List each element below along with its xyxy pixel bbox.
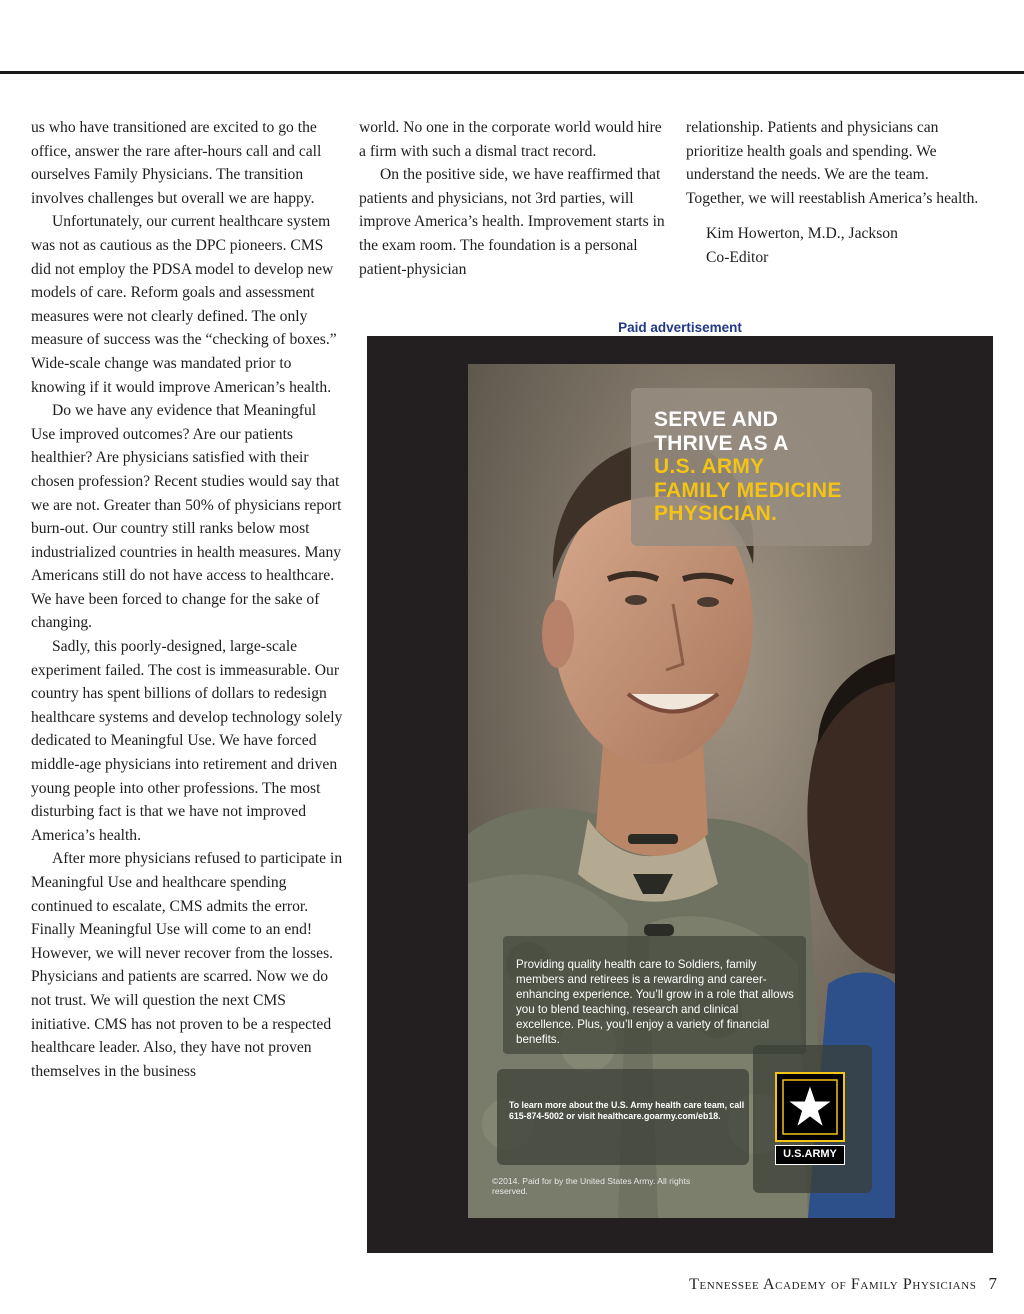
signature-name: Kim Howerton, M.D., Jackson <box>706 225 898 243</box>
headline-line: FAMILY MEDICINE <box>654 478 842 502</box>
ad-headline <box>654 408 869 526</box>
ad-body-text: Providing quality health care to Soldiers, family members and retirees is a rewarding and career-enhancing experience. You’ll grow in a role that allows you to blend teaching, research and clinical excellence. Plus, you’ll enjoy a variety of financial benefits. <box>516 958 794 1046</box>
headline-line: SERVE AND <box>654 408 779 431</box>
paragraph: On the positive side, we have reaffirmed that patients and physicians, not 3rd parties, will improve America’s health. Improvement starts in the exam room. The foundation is a personal patient-physician <box>359 166 665 278</box>
headline-line: PHYSICIAN. <box>654 502 778 525</box>
ad-label: Paid advertisement <box>618 320 742 335</box>
publication-title: Tennessee Academy of Family Physicians <box>689 1276 977 1293</box>
army-wordmark: U.S.ARMY <box>775 1145 845 1165</box>
headline-line: U.S. ARMY <box>654 455 765 478</box>
paragraph: Sadly, this poorly-designed, large-scale experiment failed. The cost is immeasurable. Our country has spent billions of dollars to redesign healthcare systems and develop technology solely dedicated to Meaningful Use. We have forced middle-age physicians into retirement and driven young people into other professions. The most disturbing fact is that we have not improved America’s health. <box>31 638 343 844</box>
paragraph: us who have transitioned are excited to go the office, answer the rare after-hours call and call ourselves Family Physicians. The transition involves challenges but overall we are happy. <box>31 119 322 207</box>
paragraph: Unfortunately, our current healthcare system was not as cautious as the DPC pioneers. CMS did not employ the PDSA model to develop new models of care. Reform goals and assessment measures were not clearly defined. The only measure of success was the “checking of boxes.” Wide-scale change was mandated prior to knowing if it would improve American’s health. <box>31 213 337 396</box>
article-column-2 <box>359 116 669 281</box>
ad-cta-text: To learn more about the U.S. Army health care team, call 615-874-5002 or visit healthcare.goarmy.com/eb18. <box>509 1100 745 1121</box>
article-column-3 <box>686 116 986 270</box>
signature-title: Co-Editor <box>706 248 769 266</box>
page-number: 7 <box>988 1274 997 1293</box>
ad-copyright: ©2014. Paid for by the United States Army. All rights reserved. <box>492 1176 691 1196</box>
headline-line: THRIVE AS A <box>654 431 789 455</box>
paragraph: relationship. Patients and physicians can prioritize health goals and spending. We understand the needs. We are the team. Together, we will reestablish America’s health. <box>686 119 979 207</box>
paragraph: Do we have any evidence that Meaningful Use improved outcomes? Are our patients healthier? Are physicians satisfied with their chosen profession? Recent studies would say that we are not. Greater than 50% of physicians report burn-out. Our country still ranks below most industrialized countries in health measures. Many Americans still do not have access to healthcare. We have been forced to change for the sake of changing. <box>31 402 342 632</box>
us-army-logo <box>775 1072 845 1166</box>
paragraph: After more physicians refused to participate in Meaningful Use and healthcare spending continued to escalate, CMS admits the error. Finally Meaningful Use will come to an end! However, we will never recover from the losses. Physicians and patients are scarred. Now we do not trust. We will question the next CMS initiative. CMS has not proven to be a respected healthcare leader. Also, they have not proven themselves in the business <box>31 850 343 1080</box>
header-rule <box>0 71 1024 74</box>
paragraph: world. No one in the corporate world would hire a firm with such a dismal tract record. <box>359 119 662 160</box>
page-footer <box>689 1274 997 1294</box>
army-star-icon <box>775 1072 845 1142</box>
article-column-1 <box>31 116 343 1083</box>
